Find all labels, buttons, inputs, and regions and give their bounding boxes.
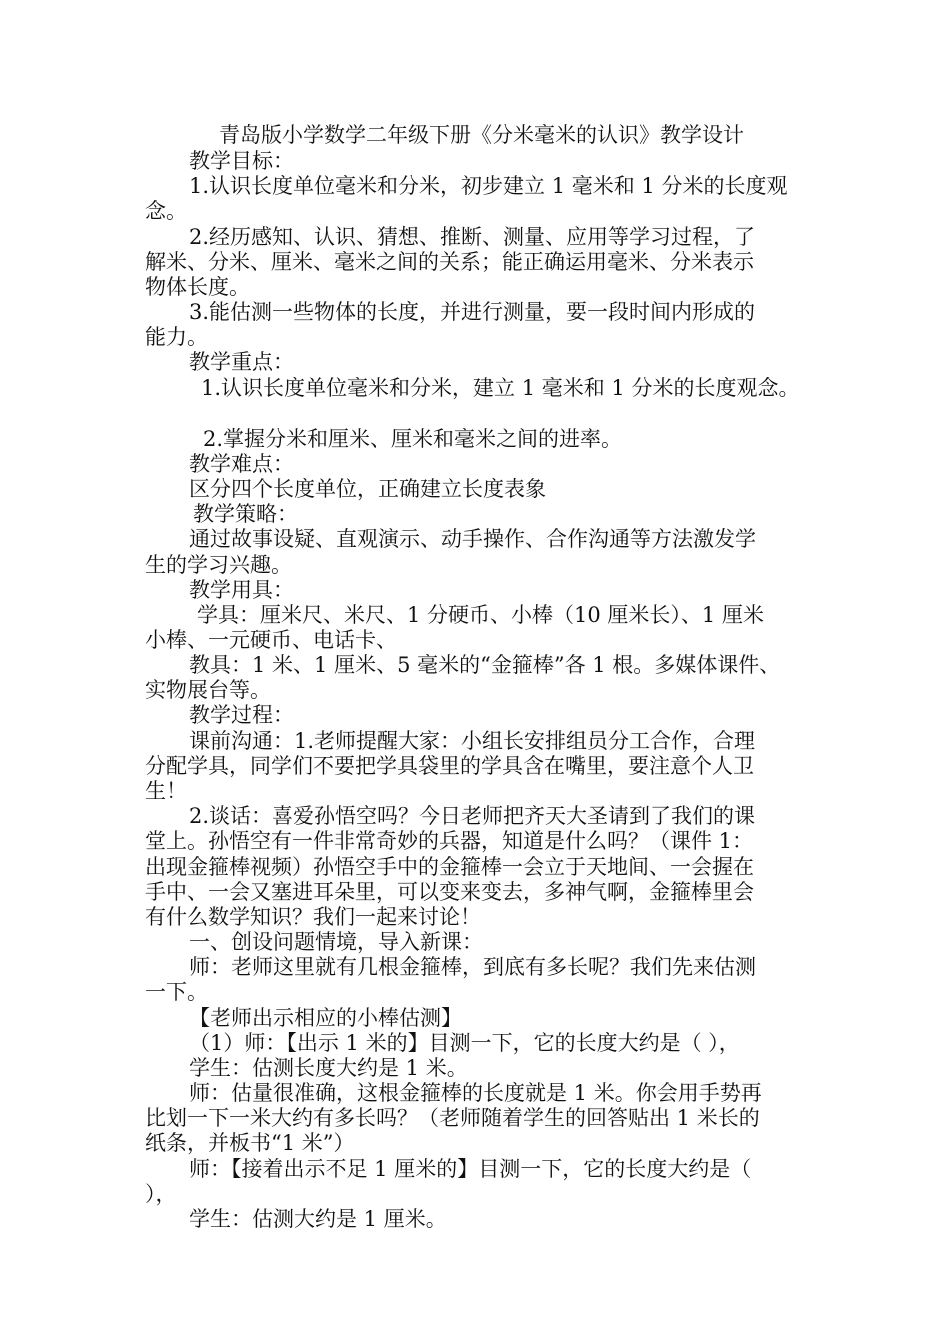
heading-process: 教学过程：	[189, 703, 294, 727]
text-line: 比划一下一米大约有多长吗？（老师随着学生的回答贴出 1 米长的	[145, 1106, 760, 1130]
text-line: 1.认识长度单位毫米和分米，初步建立 1 毫米和 1 分米的长度观	[189, 174, 788, 198]
text-line: 生！	[145, 779, 187, 803]
section-heading: 一、创设问题情境，导入新课：	[189, 930, 483, 954]
text-line: 课前沟通：1.老师提醒大家：小组长安排组员分工合作，合理	[189, 729, 756, 753]
text-line: 学生：估测长度大约是 1 米。	[189, 1056, 468, 1080]
text-line: 师：【接着出示不足 1 厘米的】目测一下，它的长度大约是（	[189, 1157, 752, 1181]
text-line: 【老师出示相应的小棒估测】	[189, 1006, 462, 1030]
heading-difficulties: 教学难点：	[189, 452, 294, 476]
text-line: 能力。	[145, 325, 208, 349]
text-line: 实物展台等。	[145, 678, 271, 702]
text-line: 3.能估测一些物体的长度，并进行测量，要一段时间内形成的	[189, 300, 756, 324]
text-line: 学生：估测大约是 1 厘米。	[189, 1207, 447, 1231]
text-line: 生的学习兴趣。	[145, 553, 292, 577]
heading-key-points: 教学重点：	[189, 350, 294, 374]
text-line: 念。	[145, 199, 187, 223]
text-line: 分配学具，同学们不要把学具袋里的学具含在嘴里，要注意个人卫	[145, 754, 754, 778]
text-line: 1.认识长度单位毫米和分米，建立 1 毫米和 1 分米的长度观念。	[201, 376, 800, 400]
text-line: （1）师：【出示 1 米的】目测一下，它的长度大约是（ ），	[189, 1031, 740, 1055]
heading-materials: 教学用具：	[189, 578, 294, 602]
text-line: ），	[145, 1182, 177, 1206]
text-line: 纸条，并板书“1 米”）	[145, 1131, 355, 1155]
text-line: 2.掌握分米和厘米、厘米和毫米之间的进率。	[203, 427, 623, 451]
heading-objectives: 教学目标：	[189, 149, 294, 173]
heading-strategy: 教学策略：	[193, 502, 298, 526]
text-line: 学具：厘米尺、米尺、1 分硬币、小棒（10 厘米长）、1 厘米	[197, 603, 764, 627]
text-line: 物体长度。	[145, 275, 250, 299]
text-line: 有什么数学知识？我们一起来讨论！	[145, 905, 481, 929]
text-line: 师：估量很准确，这根金箍棒的长度就是 1 米。你会用手势再	[189, 1081, 762, 1105]
text-line: 教具：1 米、1 厘米、5 毫米的“金箍棒”各 1 根。多媒体课件、	[189, 653, 781, 677]
text-line: 区分四个长度单位，正确建立长度表象	[189, 477, 546, 501]
text-line: 解米、分米、厘米、毫米之间的关系；能正确运用毫米、分米表示	[145, 250, 754, 274]
text-line: 师：老师这里就有几根金箍棒，到底有多长呢？我们先来估测	[189, 955, 756, 979]
text-line: 出现金箍棒视频）孙悟空手中的金箍棒一会立于天地间、一会握在	[145, 855, 754, 879]
text-line: 2.谈话：喜爱孙悟空吗？今日老师把齐天大圣请到了我们的课	[189, 804, 756, 828]
text-line: 通过故事设疑、直观演示、动手操作、合作沟通等方法激发学	[189, 527, 756, 551]
text-line: 堂上。孙悟空有一件非常奇妙的兵器，知道是什么吗？（课件 1：	[145, 829, 754, 853]
text-line: 小棒、一元硬币、电话卡、	[145, 628, 397, 652]
text-line: 2.经历感知、认识、猜想、推断、测量、应用等学习过程，了	[189, 225, 756, 249]
document-title: 青岛版小学数学二年级下册《分米毫米的认识》教学设计	[219, 123, 744, 147]
text-line: 手中、一会又塞进耳朵里，可以变来变去，多神气啊，金箍棒里会	[145, 880, 754, 904]
text-line: 一下。	[145, 980, 208, 1004]
